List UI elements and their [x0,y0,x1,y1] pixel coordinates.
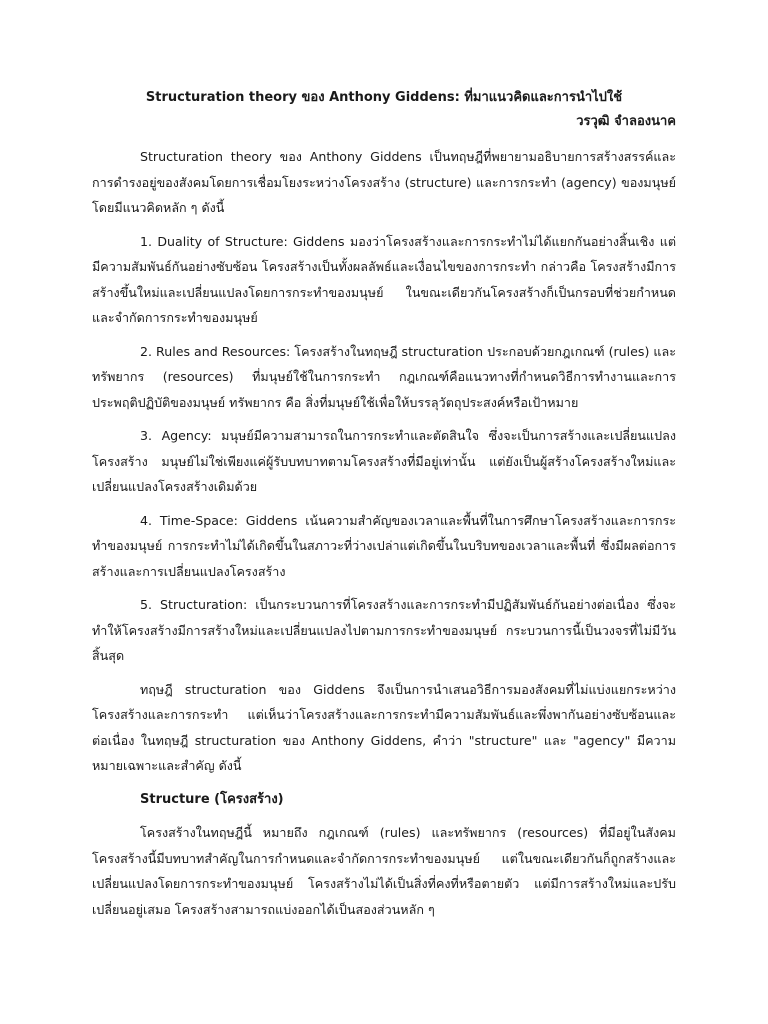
duality-of-structure-paragraph: 1. Duality of Structure: Giddens มองว่าโครงสร้างและการกระทำไม่ได้แยกกันอย่างสิ้นเชิง แต่มีความสัมพันธ์กันอย่างซับซ้อน โครงสร้างเป็นทั้งผลลัพธ์และเงื่อนไขของการกระทำ กล่าวคือ โครงสร้างมีการสร้างขึ้นใหม่และเปลี่ยนแปลงโดยการกระทำของมนุษย์ ในขณะเดียวกันโครงสร้างก็เป็นกรอบที่ช่วยกำหนดและจำกัดการกระทำของมนุษย์ [92,233,676,325]
document-author: วรวุฒิ จำลองนาค [576,114,676,129]
agency-paragraph: 3. Agency: มนุษย์มีความสามารถในการกระทำและตัดสินใจ ซึ่งจะเป็นการสร้างและเปลี่ยนแปลงโครงสร้าง มนุษย์ไม่ใช่เพียงแค่ผู้รับบทบาทตามโครงสร้างที่มีอยู่เท่านั้น แต่ยังเป็นผู้สร้างโครงสร้างใหม่และเปลี่ยนแปลงโครงสร้างเดิมด้วย [92,428,676,494]
document-title: Structuration theory ของ Anthony Giddens: ที่มาแนวคิดและการนำไปใช้ [145,90,623,105]
summary-paragraph: ทฤษฎี structuration ของ Giddens จึงเป็นการนำเสนอวิธีการมองสังคมที่ไม่แบ่งแยกระหว่างโครงสร้างและการกระทำ แต่เห็นว่าโครงสร้างและการกระทำมีความสัมพันธ์และพึ่งพากันอย่างซับซ้อนและต่อเนื่อง ในทฤษฎี structuration ของ Anthony Giddens, คำว่า "structure" และ "agency" มีความหมายเฉพาะและสำคัญ ดังนี้ [92,681,676,773]
rules-and-resources-paragraph: 2. Rules and Resources: โครงสร้างในทฤษฎี structuration ประกอบด้วยกฎเกณฑ์ (rules) และทรัพยากร (resources) ที่มนุษย์ใช้ในการกระทำ กฎเกณฑ์คือแนวทางที่กำหนดวิธีการทำงานและการประพฤติปฏิบัติของมนุษย์ ทรัพยากร คือ สิ่งที่มนุษย์ใช้เพื่อให้บรรลุวัตถุประสงค์หรือเป้าหมาย [92,343,676,410]
structure-paragraph: โครงสร้างในทฤษฎีนี้ หมายถึง กฎเกณฑ์ (rules) และทรัพยากร (resources) ที่มีอยู่ในสังคม โครงสร้างนี้มีบทบาทสำคัญในการกำหนดและจำกัดการกระทำของมนุษย์ แต่ในขณะเดียวกันก็ถูกสร้างและเปลี่ยนแปลงโดยการกระทำของมนุษย์ โครงสร้างไม่ได้เป็นสิ่งที่คงที่หรือตายตัว แต่มีการสร้างใหม่และปรับเปลี่ยนอยู่เสมอ โครงสร้างสามารถแบ่งออกได้เป็นสองส่วนหลัก ๆ [92,825,676,917]
structuration-paragraph: 5. Structuration: เป็นกระบวนการที่โครงสร้างและการกระทำมีปฏิสัมพันธ์กันอย่างต่อเนื่อง ซึ่งจะทำให้โครงสร้างมีการสร้างใหม่และเปลี่ยนแปลงไปตามการกระทำของมนุษย์ กระบวนการนี้เป็นวงจรที่ไม่มีวันสิ้นสุด [92,597,676,663]
section-heading-structure: Structure (โครงสร้าง) [140,791,284,807]
time-space-paragraph: 4. Time-Space: Giddens เน้นความสำคัญของเวลาและพื้นที่ในการศึกษาโครงสร้างและการกระทำของมนุษย์ การกระทำไม่ได้เกิดขึ้นในสภาวะที่ว่างเปล่าแต่เกิดขึ้นในบริบทของเวลาและพื้นที่ ซึ่งมีผลต่อการสร้างและการเปลี่ยนแปลงโครงสร้าง [92,512,676,579]
intro-paragraph: Structuration theory ของ Anthony Giddens เป็นทฤษฎีที่พยายามอธิบายการสร้างสรรค์และการดำรงอยู่ของสังคมโดยการเชื่อมโยงระหว่างโครงสร้าง (structure) และการกระทำ (agency) ของมนุษย์ โดยมีแนวคิดหลัก ๆ ดังนี้ [92,149,676,215]
